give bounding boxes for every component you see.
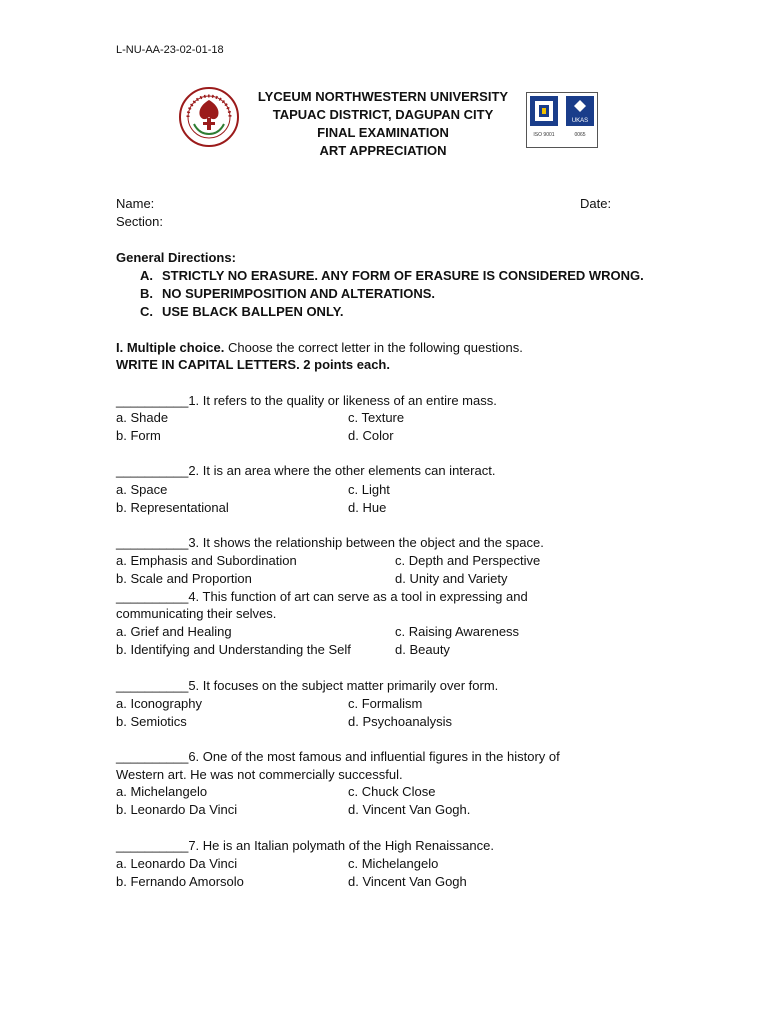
choice-b: b. Representational — [116, 500, 229, 515]
choice-b: b. Semiotics — [116, 714, 187, 729]
choice-a: a. Michelangelo — [116, 784, 208, 799]
answer-blank[interactable]: __________ — [116, 463, 189, 478]
choice-a: a. Leonardo Da Vinci — [116, 856, 238, 871]
direction-item: A. STRICTLY NO ERASURE. ANY FORM OF ERASURE IS CONSIDERED WRONG. — [140, 268, 644, 283]
answer-blank[interactable]: __________ — [116, 589, 189, 604]
choice-a: a. Grief and Healing — [116, 624, 232, 639]
choice-a: a. Shade — [116, 410, 169, 425]
choice-c: c. Formalism — [348, 696, 423, 711]
choice-b: b. Form — [116, 428, 161, 443]
answer-blank[interactable]: __________ — [116, 749, 189, 764]
part1-note: WRITE IN CAPITAL LETTERS. 2 points each. — [116, 357, 390, 372]
question-5: __________5. It focuses on the subject matter primarily over form. — [116, 678, 499, 693]
choice-c: c. Light — [348, 482, 390, 497]
choice-a: a. Emphasis and Subordination — [116, 553, 297, 568]
choice-d: d. Color — [348, 428, 394, 443]
answer-blank[interactable]: __________ — [116, 535, 189, 550]
question-6-continued: Western art. He was not commercially successful. — [116, 767, 403, 782]
choice-d: d. Hue — [348, 500, 387, 515]
svg-text:ISO 9001: ISO 9001 — [533, 132, 555, 138]
university-address: TAPUAC DISTRICT, DAGUPAN CITY — [272, 107, 494, 122]
answer-blank[interactable]: __________ — [116, 678, 189, 693]
choice-c: c. Texture — [348, 410, 405, 425]
question-6: __________6. One of the most famous and influential figures in the history of — [116, 749, 560, 764]
choice-b: b. Fernando Amorsolo — [116, 874, 244, 889]
question-1: __________1. It refers to the quality or likeness of an entire mass. — [116, 393, 497, 408]
question-4-continued: communicating their selves. — [116, 606, 277, 621]
direction-item: C. USE BLACK BALLPEN ONLY. — [140, 304, 344, 319]
question-7: __________7. He is an Italian polymath of the High Renaissance. — [116, 838, 494, 853]
part1-heading: I. Multiple choice. Choose the correct letter in the following questions. — [116, 340, 523, 355]
choice-d: d. Vincent Van Gogh. — [348, 802, 471, 817]
choice-d: d. Psychoanalysis — [348, 714, 453, 729]
section-field-label: Section: — [116, 214, 163, 229]
choice-b: b. Scale and Proportion — [116, 571, 252, 586]
choice-c: c. Michelangelo — [348, 856, 439, 871]
choice-a: a. Iconography — [116, 696, 203, 711]
question-2: __________2. It is an area where the other elements can interact. — [116, 463, 496, 478]
exam-type: FINAL EXAMINATION — [317, 125, 449, 140]
answer-blank[interactable]: __________ — [116, 393, 189, 408]
document-code: L-NU-AA-23-02-01-18 — [116, 44, 224, 56]
question-3: __________3. It shows the relationship between the object and the space. — [116, 535, 544, 550]
choice-b: b. Leonardo Da Vinci — [116, 802, 238, 817]
choice-d: d. Unity and Variety — [395, 571, 508, 586]
question-4: __________4. This function of art can serve as a tool in expressing and — [116, 589, 528, 604]
university-name: LYCEUM NORTHWESTERN UNIVERSITY — [257, 89, 509, 104]
name-field-label: Name: — [116, 196, 155, 211]
choice-c: c. Chuck Close — [348, 784, 436, 799]
choice-c: c. Raising Awareness — [395, 624, 520, 639]
choice-d: d. Vincent Van Gogh — [348, 874, 467, 889]
choice-d: d. Beauty — [395, 642, 450, 657]
choice-c: c. Depth and Perspective — [395, 553, 541, 568]
svg-text:UKAS: UKAS — [571, 118, 589, 124]
answer-blank[interactable]: __________ — [116, 838, 189, 853]
choice-b: b. Identifying and Understanding the Self — [116, 642, 351, 657]
direction-item: B. NO SUPERIMPOSITION AND ALTERATIONS. — [140, 286, 436, 301]
directions-title: General Directions: — [116, 250, 236, 265]
choice-a: a. Space — [116, 482, 168, 497]
exam-header — [200, 88, 566, 160]
date-field-label: Date: — [580, 196, 612, 211]
subject-title: ART APPRECIATION — [319, 143, 447, 158]
svg-text:0065: 0065 — [574, 132, 586, 138]
